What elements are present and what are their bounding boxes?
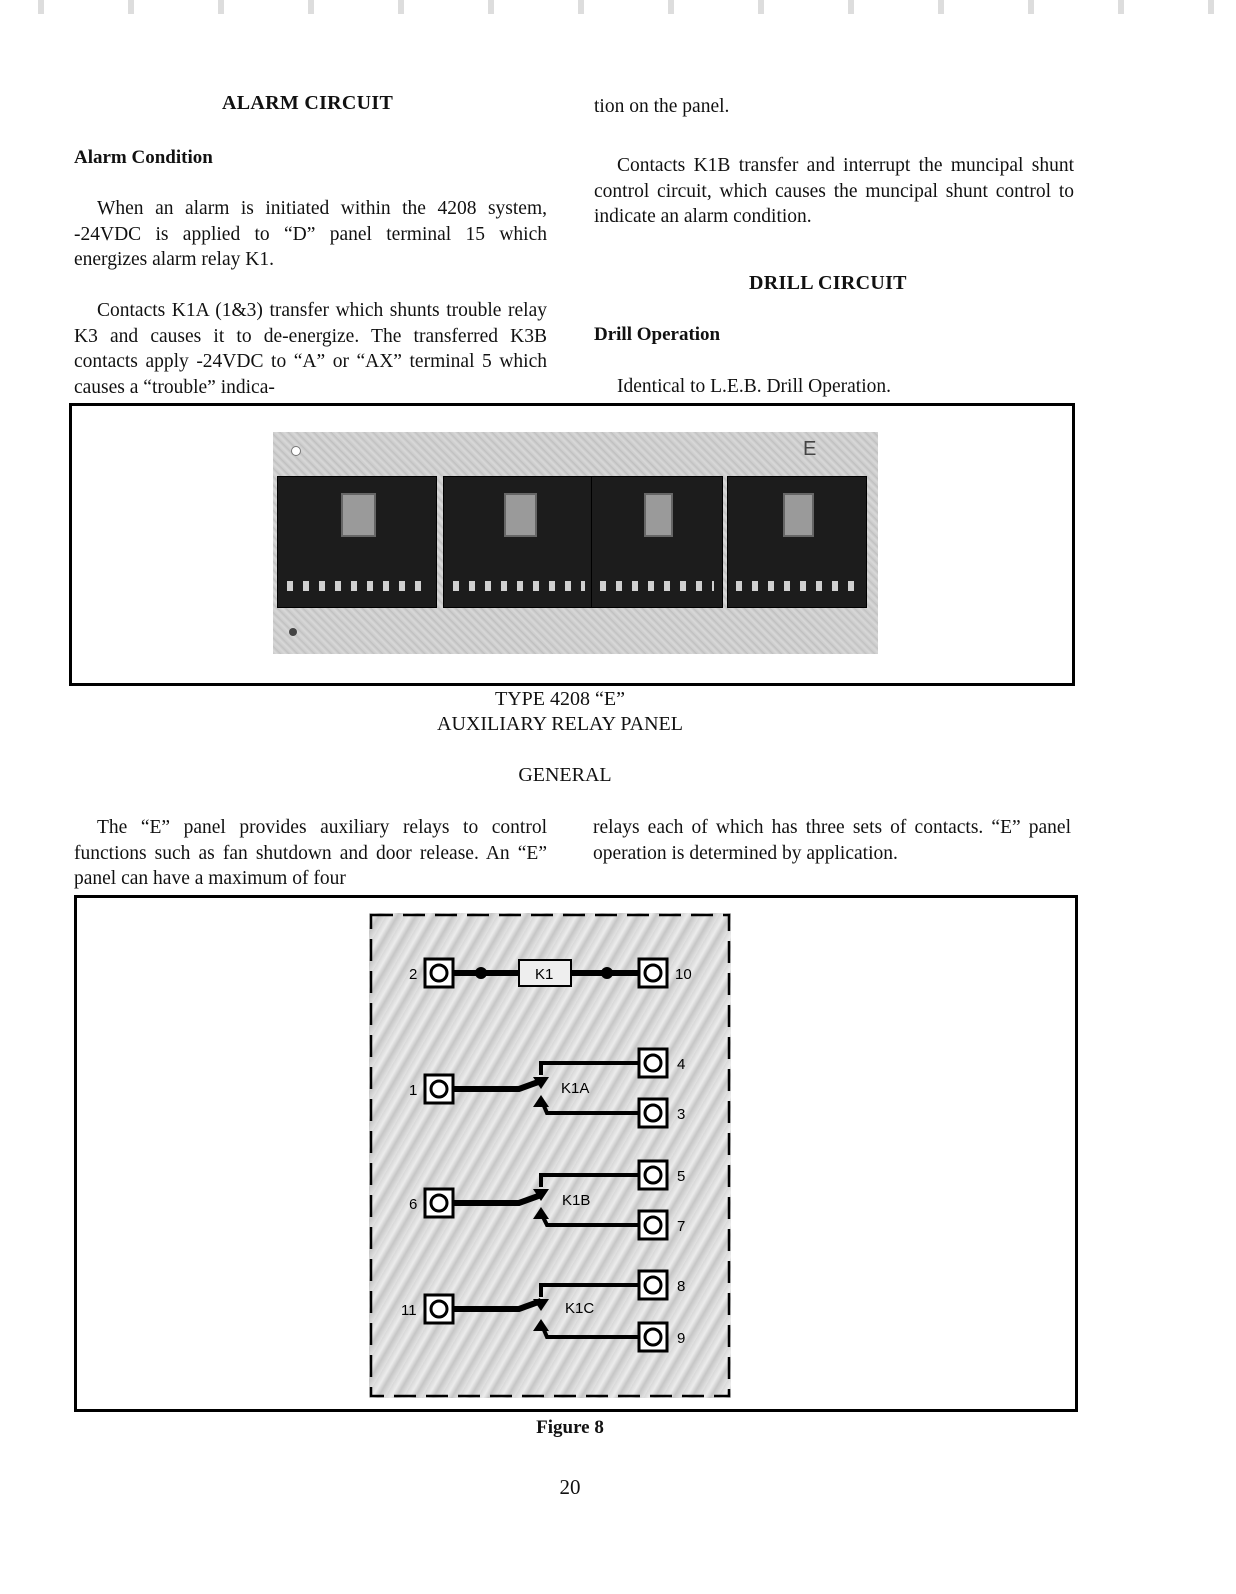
mounting-hole-icon <box>291 446 301 456</box>
k1c-bottom-wire <box>541 1323 639 1337</box>
relay-module-2 <box>443 476 595 608</box>
terminal-label-5: 5 <box>677 1168 686 1185</box>
continuation-text: tion on the panel. <box>594 96 730 117</box>
terminal-7 <box>639 1211 667 1239</box>
terminal-label-4: 4 <box>677 1056 686 1073</box>
alarm-condition-subheading: Alarm Condition <box>74 147 213 168</box>
terminal-9 <box>639 1323 667 1351</box>
mounting-hole-icon <box>289 628 297 636</box>
scan-artifacts <box>0 0 1236 14</box>
k1b-top-wire <box>541 1175 639 1187</box>
terminal-label-11: 11 <box>401 1302 417 1319</box>
wire-junction <box>475 967 487 979</box>
alarm-paragraph-2: Contacts K1A (1&3) transfer which shunts trouble relay K3 and causes it to de-energize. The transferred K3B contacts apply -24VDC to “A” or “AX” terminal 5 which causes a “trouble” indica- <box>74 300 547 398</box>
terminal-strip <box>453 581 585 591</box>
k1c-common-wire <box>453 1301 541 1309</box>
k1a-bottom-wire <box>541 1099 639 1113</box>
coil-label: K1 <box>535 966 554 983</box>
terminal-strip <box>736 581 857 591</box>
terminal-8 <box>639 1271 667 1299</box>
contact-label-k1c: K1C <box>565 1300 595 1317</box>
terminal-2 <box>425 959 453 987</box>
terminal-5 <box>639 1161 667 1189</box>
terminal-11 <box>425 1295 453 1323</box>
terminal-label-10: 10 <box>675 966 692 983</box>
terminal-10 <box>639 959 667 987</box>
terminal-strip <box>287 581 426 591</box>
k1b-common-wire <box>453 1195 541 1203</box>
relay-coil <box>644 493 673 537</box>
contact-arrow-icon <box>533 1319 549 1331</box>
terminal-label-3: 3 <box>677 1106 686 1123</box>
relay-coil <box>783 493 813 537</box>
page-number: 20 <box>559 1475 581 1499</box>
panel-caption-line2: AUXILIARY RELAY PANEL <box>437 713 683 735</box>
relay-coil <box>504 493 537 537</box>
contact-arrow-icon <box>533 1207 549 1219</box>
contact-arrow-icon <box>533 1095 549 1107</box>
general-left-text: The “E” panel provides auxiliary relays to control functions such as fan shutdown and door release. An “E” panel can have a maximum of four <box>74 817 547 889</box>
terminal-label-1: 1 <box>409 1082 418 1099</box>
relay-panel-photo <box>273 432 878 654</box>
terminal-strip <box>600 581 714 591</box>
drill-circuit-heading: DRILL CIRCUIT <box>749 272 907 294</box>
terminal-label-7: 7 <box>677 1218 686 1235</box>
terminal-1 <box>425 1075 453 1103</box>
figure-caption: Figure 8 <box>536 1417 604 1438</box>
terminal-label-8: 8 <box>677 1278 686 1295</box>
terminal-label-6: 6 <box>409 1196 418 1213</box>
drill-operation-text: Identical to L.E.B. Drill Operation. <box>617 376 892 397</box>
relay-module-1 <box>277 476 437 608</box>
k1a-top-wire <box>541 1063 639 1075</box>
relay-module-4 <box>727 476 867 608</box>
contact-label-k1a: K1A <box>561 1080 590 1097</box>
contact-label-k1b: K1B <box>562 1192 591 1209</box>
terminal-3 <box>639 1099 667 1127</box>
contacts-k1b-paragraph: Contacts K1B transfer and interrupt the muncipal shunt control circuit, which causes the muncipal shunt control to indicate an alarm condition. <box>594 155 1074 227</box>
wire-junction <box>601 967 613 979</box>
terminal-4 <box>639 1049 667 1077</box>
panel-caption-line1: TYPE 4208 “E” <box>495 688 625 710</box>
terminal-label-2: 2 <box>409 966 418 983</box>
relay-coil <box>341 493 376 537</box>
general-heading: GENERAL <box>518 764 612 786</box>
k1c-top-wire <box>541 1285 639 1297</box>
general-right-text: relays each of which has three sets of contacts. “E” panel operation is determined by application. <box>593 817 1071 864</box>
terminal-6 <box>425 1189 453 1217</box>
relay-schematic <box>369 913 731 1398</box>
relay-module-3 <box>591 476 723 608</box>
alarm-paragraph-1: When an alarm is initiated within the 4208 system, -24VDC is applied to “D” panel terminal 15 which energizes alarm relay K1. <box>74 198 547 270</box>
panel-letter-label: E <box>803 438 817 460</box>
terminal-label-9: 9 <box>677 1330 686 1347</box>
k1b-bottom-wire <box>541 1213 639 1225</box>
alarm-circuit-heading: ALARM CIRCUIT <box>222 92 394 114</box>
k1a-common-wire <box>453 1081 541 1089</box>
drill-operation-subheading: Drill Operation <box>594 324 721 345</box>
